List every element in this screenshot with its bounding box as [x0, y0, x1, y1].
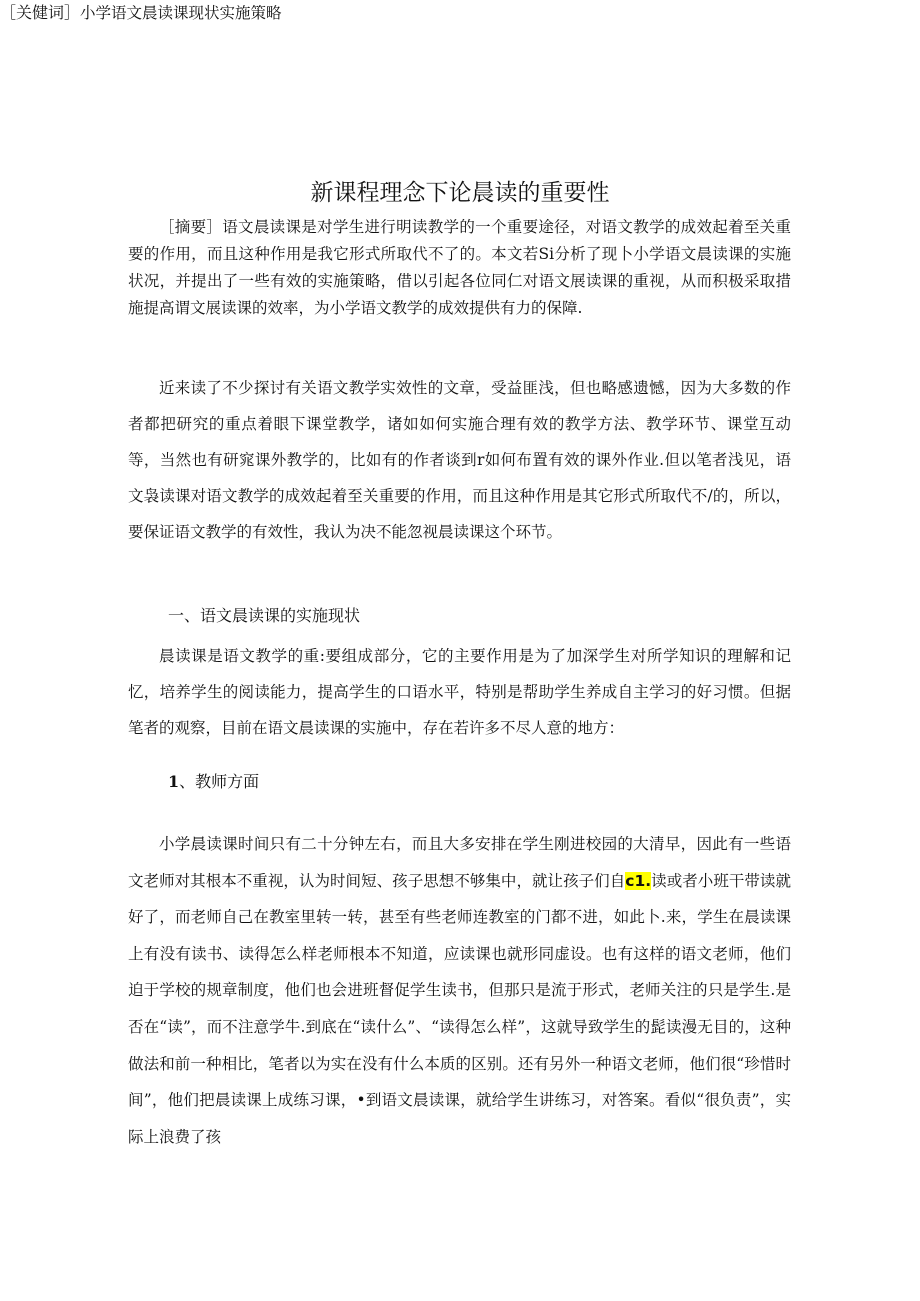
document-title: 新课程理念下论晨读的重要性 — [310, 180, 610, 206]
abstract-block — [128, 214, 791, 322]
section2-text-before: 小学晨读课时间只有二十分钟左右，而且大多安排在学生刚进校园的大清早，因此有一些语文老师对其根本不重视，认为时间短、孩子思想不够集中，就让孩子们自 — [128, 835, 791, 890]
section2-block — [128, 826, 791, 1155]
section2-text-after: 读或者小班干带读就好了，而老师自己在教室里转一转，甚至有些老师连教室的门都不进，如此卜.来，学生在晨读课上有没有读书、读得怎么样老师根本不知道，应读课也就形同虚设。也有这样的语文老师，他们迫于学校的规章制度，他们也会进班督促学生读书，但那只是流于形式，老师关注的只是学生.是否在“读”，而不注意学牛.到底在“读什么”、“读得怎么样”，这就导致学生的髭读漫无目的，这种做法和前一种相比，笔者以为实在没有什么本质的区别。还有另外一种语文老师，他们很“珍惜时间”，他们把晨读课上成练习课，•到语文晨读课，就给学生讲练习，对答案。看似“很负责”，实际上浪费了孩 — [128, 871, 791, 1146]
keywords-label: ［关健词］ — [0, 3, 81, 22]
section2-heading-number: 1 — [168, 772, 180, 791]
section2-heading-text: 、教师方面 — [179, 772, 260, 791]
intro-paragraph: 近来读了不少探讨有关语文教学实效性的文章，受益匪浅，但也略感遗憾，因为大多数的作者都把研究的重点着眼下课堂教学，诸如如何实施合理有效的教学方法、教学环节、课堂互动等，当然也有研窕课外教学的，比如有的作者谈到r如何布置有效的课外作业.但以笔者浅见，语文袅读课对语文教学的成效起着至关重要的作用，而且这种作用是其它形式所取代不/的，所以，要保证语文教学的有效性，我认为决不能忽视晨读课这个环节。 — [128, 379, 791, 541]
section1-block — [128, 638, 791, 746]
section2-paragraph — [128, 826, 791, 1155]
intro-block — [128, 370, 791, 550]
section2-heading — [168, 769, 259, 795]
keywords-text: 小学语文晨读课现状实施策略 — [80, 4, 282, 22]
highlighted-text: c1. — [625, 871, 652, 890]
section1-heading: 一、语文晨读课的实施现状 — [168, 606, 361, 625]
section1-paragraph: 晨读课是语文教学的重:要组成部分，它的主要作用是为了加深学生对所学知识的理解和记忆，培养学生的阅读能力，提高学生的口语水平，特别是帮助学生养成自主学习的好习惯。但据笔者的观察，目前在语文晨读课的实施中，存在若许多不尽人意的地方： — [128, 647, 791, 737]
keywords-line — [0, 0, 600, 26]
abstract-paragraph: ［摘要］语文晨读课是对学生进行明读教学的一个重要途径，对语文教学的成效起着至关重要的作用，而且这种作用是我它形式所取代不了的。本文若Si分析了现卜小学语文晨读课的实施状况，并提出了一些有效的实施策略，借以引起各位同仁对语文展读课的重视，从而积极采取措施提高谓文展读课的效率，为小学语文教学的成效提供有力的保障. — [128, 218, 791, 317]
